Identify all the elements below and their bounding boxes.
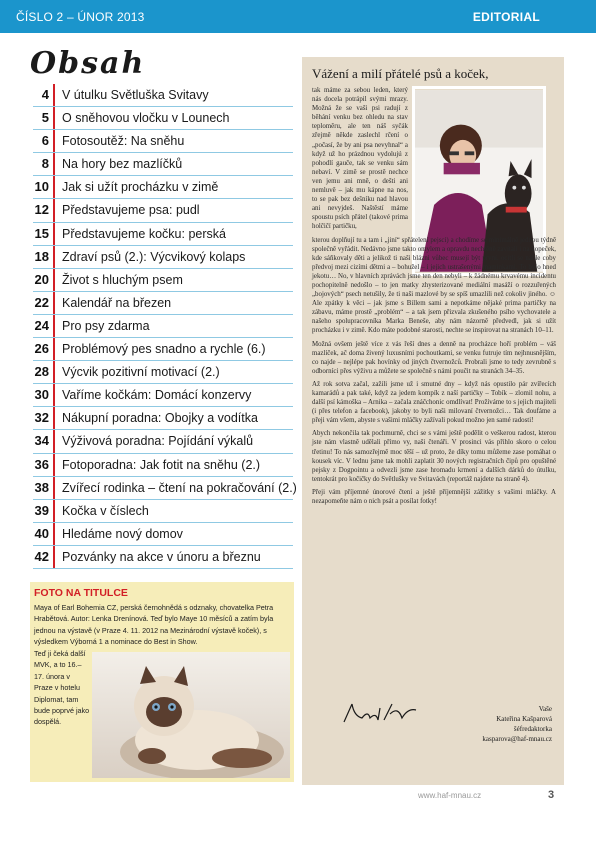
toc-row: [33, 199, 293, 222]
author-role: šéfredaktorka: [513, 725, 552, 733]
toc-page-number: 4: [33, 84, 55, 106]
toc-page-number: 38: [33, 477, 55, 499]
toc-row: [33, 546, 293, 569]
cover-photo-box: [30, 582, 294, 782]
toc-title: Představujeme psa: pudl: [62, 203, 200, 218]
letter-paragraph: kterou doplňují tu a tam i „jiní“ spřátelení pejsci) a chodíme se minimálně jednou týdně společně vyřádit. Nedávno jsme takto omylem a opravdu nechtěně zavítali i na kopeček, kde sáňkovaly děti a jelikož ti naši blázni vůbec musejí být první, ocitli se náhle coby předvoj mezi cizími dětmi a – bohužel – i jejich ustrašenými maminkami. To bylo hned jekotu… No, v hlavních zprávách jsme ten den nebyli – k žádnému krvavému incidentu pochopitelně nedošlo – to jen matky zhysterizované mediální masáží o rozzuřených „bojových“ psech netušily, že ti naši mazlové by se spíš umazlili než cokoliv jiného. ☺ Ale zpátky k věci – jak jsme s Billem sami a nepotkáme nějaké prima partičky na zábavu, máme prostě „problém“ – a tak jsem přizvala zkušeného psího vychovatele a našeho spolupracovníka Marka Beneše, aby nám názorně předvedl, jak si užít procházku i v zimě. Kdo máte podobné starosti, nechte se inspirovat na stranách 10–11.: [312, 236, 556, 335]
toc-title: Výživová poradna: Pojídání výkalů: [62, 434, 254, 449]
toc-page-number: 20: [33, 269, 55, 291]
toc-title: Výcvik pozitivní motivací (2.): [62, 365, 220, 380]
toc-page-number: 15: [33, 223, 55, 245]
toc-title: Pro psy zdarma: [62, 318, 150, 333]
toc-title: Hledáme nový domov: [62, 526, 183, 541]
toc-row: [33, 269, 293, 292]
cover-photo-side-caption: Teď ji čeká další MVK, a to 16.–17. února v Praze v hotelu Diplomat, tam bude poprvé jako dospělá.: [34, 649, 90, 727]
author-name: Kateřina Kašparová: [496, 715, 552, 723]
toc-row: [33, 107, 293, 130]
contents-title: Obsah: [30, 46, 146, 81]
letter-paragraph-intro: tak máme za sebou leden, který nás docela potrápil svými mrazy. Možná že se vaši psi radují z běhání venku bez ohledu na stav teploměru, ale ten náš syčák zřejmě někde zaslechl rčení o „počasí, že by ani psa nevyhnal“ a když už ho prázdnou vydolujú z pohodlí gauče, tak se venku sám nebaví. V zimě se prostě nechce ven jemu ani mně, o dešti ani nemluvě – jak mu kápne na nos, to se pak bez dešníku nad hlavou ani nevyjdeš. Naštěstí máme spoustu psích přátel (takové prima holčičí partičku,: [312, 87, 408, 231]
cat-photo: [92, 652, 290, 778]
table-of-contents: [33, 84, 297, 569]
letter-paragraph: Až rok sotva začal, zažili jsme už i smutné dny – když nás opustilo pár zvířecích kamarádů a pak také, když za jedem kompík z naší partičky – Tobík – zlomil nohu, a další psí kámoška – Arnika – začala znáčchonic omdlívat! Prožíváme to s jejich majiteli (i přes telefon a facebook), jakoby to byli naši milovaní čtvernožci… Tak doufáme a přeji vám všem, abyste s vašimi mláčky zažívali pokud možno jen samé radosti!: [312, 380, 556, 425]
toc-page-number: 6: [33, 130, 55, 152]
toc-title: O sněhovou vločku v Lounech: [62, 111, 230, 126]
toc-title: Problémový pes snadno a rychle (6.): [62, 342, 266, 357]
section-label: EDITORIAL: [472, 10, 540, 24]
toc-page-number: 26: [33, 338, 55, 360]
toc-row: [33, 454, 293, 477]
letter-greeting: Vážení a milí přátelé psů a koček,: [312, 66, 489, 81]
toc-page-number: 30: [33, 384, 55, 406]
author-email: kasparova@haf-mnau.cz: [482, 735, 552, 743]
issue-label: ČÍSLO 2 – ÚNOR 2013: [16, 10, 145, 24]
letter-paragraph: Přeji vám příjemné únorové čtení a ještě příjemnější zážitky s vašimi mláčky. A nezapomeňte nám o nich psát a posílat fotky!: [312, 488, 556, 506]
toc-page-number: 10: [33, 176, 55, 198]
toc-page-number: 24: [33, 315, 55, 337]
toc-page-number: 12: [33, 199, 55, 221]
toc-row: [33, 523, 293, 546]
toc-title: Kalendář na březen: [62, 295, 172, 310]
toc-page-number: 39: [33, 500, 55, 522]
toc-title: Na hory bez mazlíčků: [62, 157, 183, 172]
header-bar: [0, 0, 596, 33]
toc-row: [33, 153, 293, 176]
letter-paragraph: Abych nekončila tak pochmurně, chci se s vámi ještě podělit o veškerou radost, kterou jste nám vlastně udělali přímo vy, naši čtenáři. V prosinci vás přihlo skoro o celou třetinu! To nás samozřejmě moc těší – už proto, že díky tomu můžeme zase pomáhat o kousek víc. V lednu jsme tak mohli zaplatit 30 nových registračních čipů pro opuštěné pejsky z Dogpointu a odvezli jsme zase hromadu krmení a dalších dárků do útulku, tentokrát pro kočičky do Světlušky ve Svitavách (reportáž najdete na straně 4).: [312, 430, 556, 483]
letter-body: [312, 86, 556, 510]
toc-row: [33, 130, 293, 153]
toc-row: [33, 176, 293, 199]
closing: Vaše: [538, 705, 552, 713]
toc-title: V útulku Světluška Svitavy: [62, 88, 209, 102]
toc-row: [33, 430, 293, 453]
toc-page-number: 8: [33, 153, 55, 175]
toc-title: Zdraví psů (2.): Výcvikový kolaps: [62, 249, 246, 264]
toc-title: Fotoporadna: Jak fotit na sněhu (2.): [62, 457, 261, 472]
toc-row: [33, 384, 293, 407]
letter-paragraph: Možná ovšem ještě více z vás řeší dnes a denně na procházce hoří problém – váš mazlíček, ač doma živený luxusními pochoutkami, se venku futruje tím nejhnusnějším, co najde – nejlépe pak hovínky od jiných čtvernožců. Probrali jsme to tedy zevrubně s odborníci přes výživu a můžete se společně s námi poučit na stranách 34–35.: [312, 340, 556, 375]
toc-title: Pozvánky na akce v únoru a březnu: [62, 549, 261, 564]
page-number: 3: [548, 789, 555, 801]
toc-row: [33, 315, 293, 338]
toc-row: [33, 246, 293, 269]
toc-page-number: 42: [33, 546, 55, 568]
toc-page-number: 40: [33, 523, 55, 545]
cover-photo-title: FOTO NA TITULCE: [34, 587, 128, 599]
toc-title: Představujeme kočku: perská: [62, 226, 226, 241]
toc-title: Nákupní poradna: Obojky a vodítka: [62, 411, 258, 426]
toc-row: [33, 338, 293, 361]
toc-page-number: 36: [33, 454, 55, 476]
toc-page-number: 18: [33, 246, 55, 268]
toc-title: Zvířecí rodinka – čtení na pokračování (2.): [62, 480, 297, 495]
toc-page-number: 32: [33, 407, 55, 429]
toc-title: Kočka v číslech: [62, 503, 149, 518]
toc-row: [33, 477, 297, 500]
toc-row: [33, 292, 293, 315]
toc-row: [33, 361, 293, 384]
toc-title: Jak si užít procházku v zimě: [62, 180, 219, 195]
toc-title: Fotosoutěž: Na sněhu: [62, 134, 185, 149]
toc-page-number: 34: [33, 430, 55, 452]
author-block: [482, 704, 552, 744]
toc-title: Život s hluchým psem: [62, 272, 183, 287]
toc-row: [33, 84, 293, 107]
toc-row: [33, 223, 293, 246]
author-signature: [340, 700, 420, 726]
toc-row: [33, 500, 293, 523]
footer-url: www.haf-mnau.cz: [418, 791, 482, 800]
toc-page-number: 5: [33, 107, 55, 129]
toc-title: Vaříme kočkám: Domácí konzervy: [62, 388, 252, 403]
cover-photo-caption: Maya of Earl Bohemia CZ, perská černohnědá s odznaky, chovatelka Petra Hrabětová. Autor: Lenka Drenínová. Teď bylo Maye 10 měsíců a zatím byla jednou na výstavě (v Praze 4. 11. 2012 na Mezinárodní výstavě koček), s výsledkem Výborná 1 a nominace do Best in Show.: [34, 603, 274, 647]
toc-page-number: 28: [33, 361, 55, 383]
toc-row: [33, 407, 293, 430]
toc-page-number: 22: [33, 292, 55, 314]
